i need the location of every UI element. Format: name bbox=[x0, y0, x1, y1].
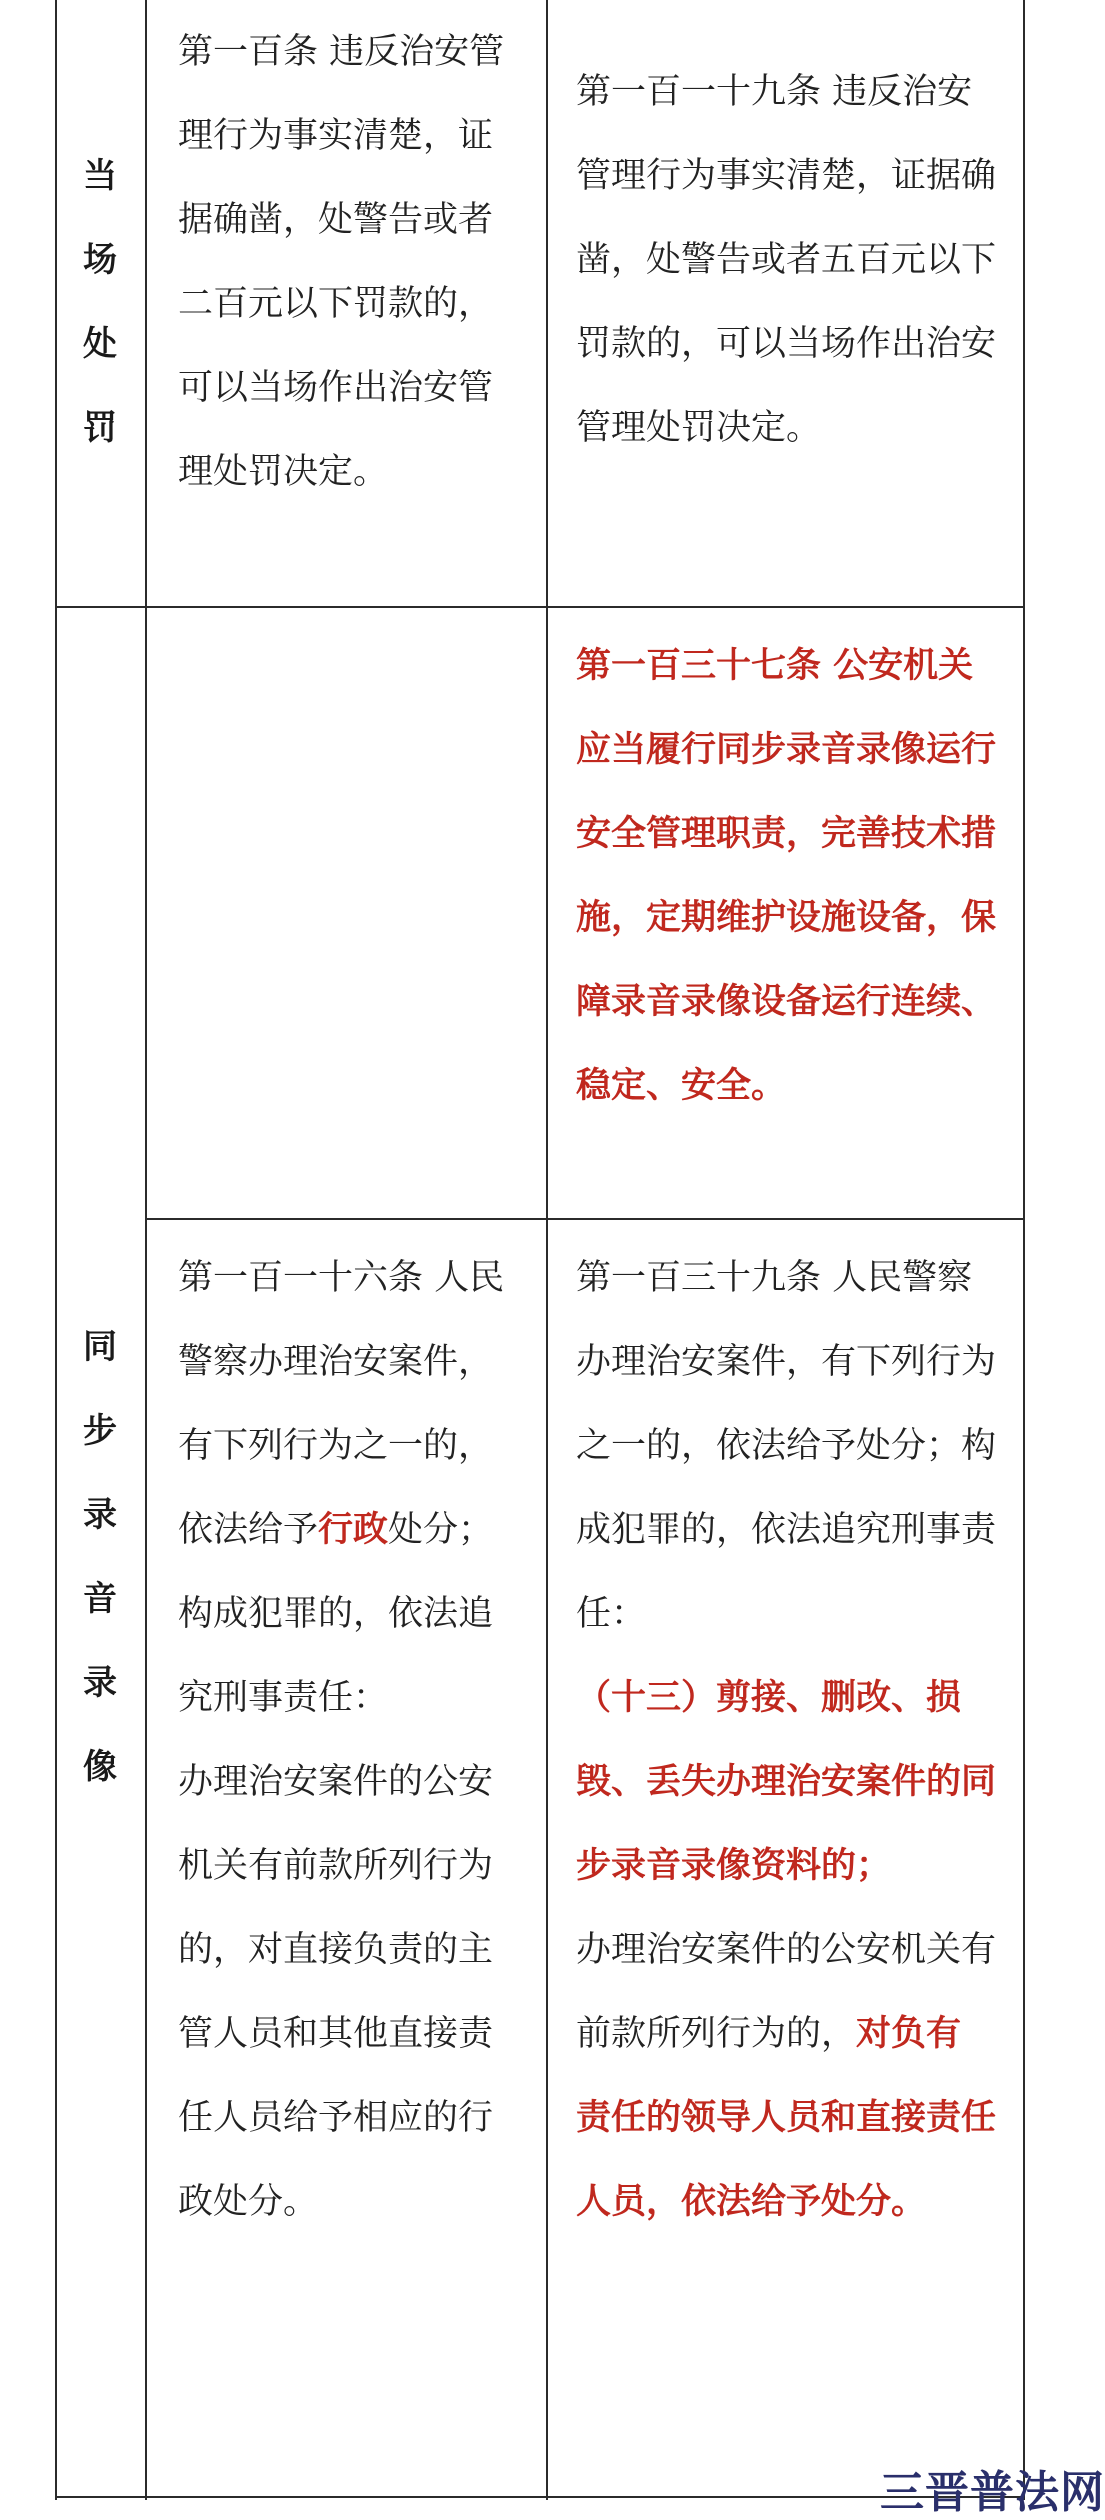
old-article-116-highlight: 行政 bbox=[318, 1510, 389, 1550]
category-char: 场 bbox=[83, 240, 117, 280]
category-char: 录 bbox=[83, 1663, 117, 1703]
new-article-137 bbox=[576, 624, 996, 1128]
new-article-137-text: 第一百三十七条 公安机关应当履行同步录音录像运行安全管理职责，完善技术措施，定期维护设施设备，保障录音录像设备运行连续、稳定、安全。 bbox=[576, 646, 997, 1106]
category-char: 录 bbox=[83, 1495, 117, 1535]
row-divider-1 bbox=[55, 606, 1025, 608]
category-sync-recording bbox=[55, 1305, 145, 1809]
new-article-119 bbox=[576, 50, 996, 470]
new-article-139-para1: 第一百三十九条 人民警察办理治安案件，有下列行为之一的，依法给予处分；构成犯罪的，依法追究刑事责任： bbox=[576, 1258, 997, 1634]
table-divider-columns bbox=[546, 0, 548, 2500]
table-divider-category bbox=[145, 0, 147, 2500]
old-article-116-para1 bbox=[178, 1236, 524, 1740]
new-article-119-text: 第一百一十九条 违反治安管理行为事实清楚，证据确凿，处警告或者五百元以下罚款的，可以当场作出治安管理处罚决定。 bbox=[576, 72, 997, 448]
table-border-right bbox=[1023, 0, 1025, 2500]
category-char: 步 bbox=[83, 1411, 117, 1451]
old-article-116-para2: 办理治安案件的公安机关有前款所列行为的，对直接负责的主管人员和其他直接责任人员给予相应的行政处分。 bbox=[178, 1762, 494, 2222]
old-article-116 bbox=[178, 1236, 524, 2244]
category-onsite-penalty bbox=[55, 134, 145, 470]
category-char: 罚 bbox=[83, 408, 117, 448]
category-char: 处 bbox=[83, 324, 117, 364]
row-divider-2 bbox=[145, 1218, 1025, 1220]
new-article-139 bbox=[576, 1236, 996, 2244]
old-article-116-text-b: 处分；构成犯罪的，依法追究刑事责任： bbox=[178, 1510, 494, 1718]
category-char: 音 bbox=[83, 1579, 117, 1619]
watermark: 三晋普法网 bbox=[880, 2467, 1105, 2518]
new-article-139-text-c: 办理治安案件的公安机关有前款所列行为的， bbox=[576, 1930, 997, 2054]
category-char: 像 bbox=[83, 1747, 117, 1787]
new-article-139-highlight: 对负有责任的领导人员和直接责任人员，依法给予处分。 bbox=[576, 2014, 997, 2222]
old-article-100-text: 第一百条 违反治安管理行为事实清楚，证据确凿，处警告或者二百元以下罚款的，可以当场作出治安管理处罚决定。 bbox=[178, 32, 505, 492]
old-article-100 bbox=[178, 10, 524, 514]
category-char: 当 bbox=[83, 156, 117, 196]
category-char: 同 bbox=[83, 1327, 117, 1367]
old-article-116-text-a: 第一百一十六条 人民警察办理治安案件，有下列行为之一的，依法给予 bbox=[178, 1258, 505, 1550]
new-article-139-item-13: （十三）剪接、删改、损毁、丢失办理治安案件的同步录音录像资料的； bbox=[576, 1678, 997, 1886]
new-article-139-para3 bbox=[576, 1908, 996, 2244]
